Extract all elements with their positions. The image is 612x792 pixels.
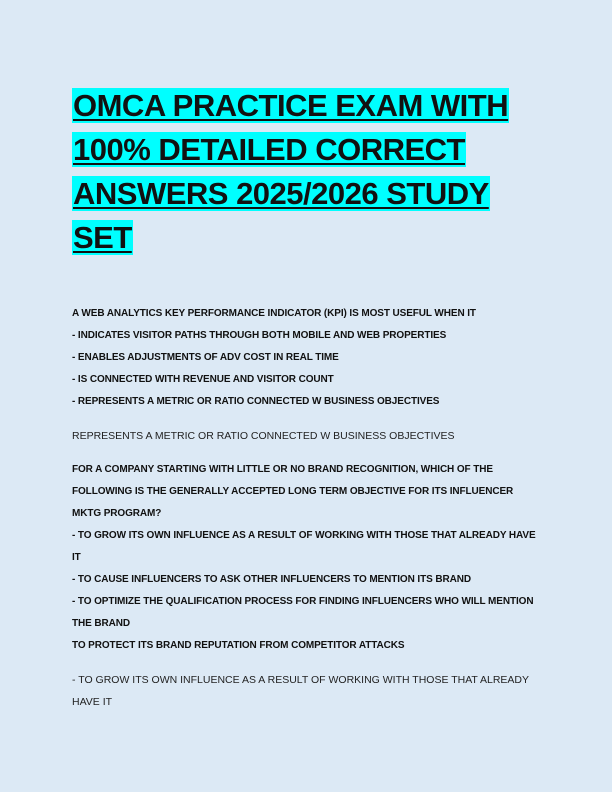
option-item: - IS CONNECTED WITH REVENUE AND VISITOR COUNT (72, 374, 334, 385)
document-content (72, 303, 542, 713)
answer-text: - TO GROW ITS OWN INFLUENCE AS A RESULT OF WORKING WITH THOSE THAT ALREADY HAVE IT (72, 674, 529, 708)
option-item: - TO OPTIMIZE THE QUALIFICATION PROCESS FOR FINDING INFLUENCERS WHO WILL MENTION THE BRAND (72, 596, 534, 629)
option-item: - TO CAUSE INFLUENCERS TO ASK OTHER INFLUENCERS TO MENTION ITS BRAND (72, 574, 471, 585)
question-block (72, 459, 542, 657)
option-item: - REPRESENTS A METRIC OR RATIO CONNECTED W BUSINESS OBJECTIVES (72, 396, 440, 407)
option-item: TO PROTECT ITS BRAND REPUTATION FROM COMPETITOR ATTACKS (72, 640, 405, 651)
question-text: FOR A COMPANY STARTING WITH LITTLE OR NO BRAND RECOGNITION, WHICH OF THE FOLLOWING IS THE GENERALLY ACCEPTED LONG TERM OBJECTIVE FOR ITS INFLUENCER MKTG PROGRAM? (72, 464, 514, 519)
document-title (72, 84, 542, 260)
option-item: - TO GROW ITS OWN INFLUENCE AS A RESULT OF WORKING WITH THOSE THAT ALREADY HAVE IT (72, 530, 536, 563)
answer-text: REPRESENTS A METRIC OR RATIO CONNECTED W BUSINESS OBJECTIVES (72, 430, 455, 442)
option-item: - ENABLES ADJUSTMENTS OF ADV COST IN REAL TIME (72, 352, 339, 363)
question-text: A WEB ANALYTICS KEY PERFORMANCE INDICATOR (KPI) IS MOST USEFUL WHEN IT (72, 308, 476, 319)
question-block (72, 303, 542, 413)
option-item: - INDICATES VISITOR PATHS THROUGH BOTH MOBILE AND WEB PROPERTIES (72, 330, 447, 341)
title-highlight: OMCA PRACTICE EXAM WITH 100% DETAILED CORRECT ANSWERS 2025/2026 STUDY SET (73, 88, 509, 255)
document-page (72, 84, 542, 725)
